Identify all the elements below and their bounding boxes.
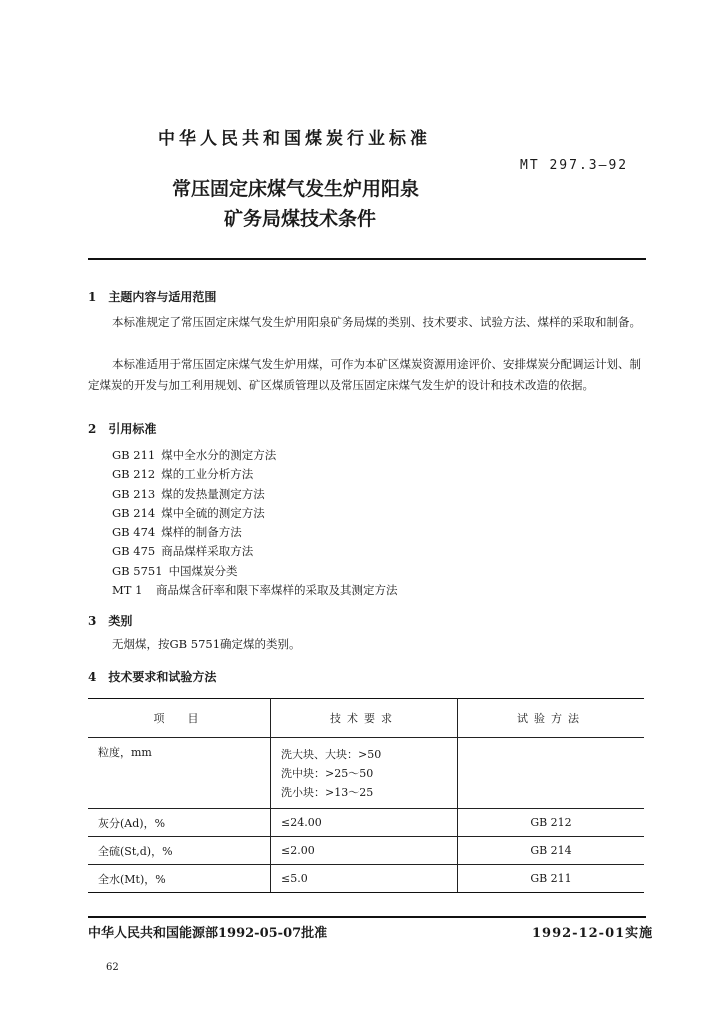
row-requirement: ≤2.00 [271, 837, 458, 865]
reference-name: 商品煤含矸率和限下率煤样的采取及其测定方法 [156, 583, 398, 598]
document-title-line-2: 矿务局煤技术条件 [224, 208, 377, 230]
reference-name: 煤中全水分的测定方法 [161, 448, 277, 462]
reference-item [112, 446, 398, 465]
row-requirement: ≤24.00 [271, 809, 458, 837]
reference-code: GB 475 [112, 544, 156, 559]
row-item: 全硫(St,d)，% [88, 837, 271, 865]
reference-code: GB 213 [112, 486, 156, 501]
reference-item [112, 581, 398, 600]
reference-name: 煤的工业分析方法 [161, 467, 254, 482]
page-number: 62 [106, 962, 119, 973]
row-test-method: GB 214 [458, 837, 645, 865]
reference-name: 煤中全硫的测定方法 [161, 505, 265, 520]
section-3-paragraph: 无烟煤，按GB 5751确定煤的类别。 [112, 637, 301, 651]
reference-name: 煤的发热量测定方法 [161, 486, 265, 501]
technical-requirements-table [88, 698, 644, 893]
reference-code: GB 212 [112, 467, 156, 482]
reference-name: 中国煤炭分类 [168, 563, 238, 578]
header-divider [88, 258, 646, 260]
reference-code: GB 214 [112, 505, 156, 520]
requirement-line: 洗大块、大块：>50 [281, 747, 382, 761]
approval-statement: 中华人民共和国能源部1992-05-07批准 [88, 926, 328, 941]
reference-name: 商品煤样采取方法 [161, 544, 254, 559]
requirement-line: 洗中块：>25～50 [281, 766, 374, 780]
section-1-heading: 1 主题内容与适用范围 [88, 290, 217, 304]
section-3-heading: 3 类别 [88, 614, 133, 628]
section-2-heading: 2 引用标准 [88, 422, 157, 436]
reference-list [112, 446, 398, 600]
standard-org-title: 中华人民共和国煤炭行业标准 [158, 129, 431, 149]
reference-item [112, 562, 398, 581]
requirement-line: 洗小块：>13～25 [281, 785, 374, 799]
reference-code: MT 1 [112, 583, 143, 598]
reference-item [112, 485, 398, 504]
table-header-row [88, 699, 644, 738]
row-item: 全水(Mt)，% [88, 865, 271, 893]
row-test-method [458, 738, 645, 809]
table-row [88, 738, 644, 809]
footer-divider [88, 916, 646, 918]
row-test-method: GB 211 [458, 865, 645, 893]
reference-code: GB 5751 [112, 563, 163, 578]
reference-item [112, 523, 398, 542]
section-1-paragraph-1: 本标准规定了常压固定床煤气发生炉用阳泉矿务局煤的类别、技术要求、试验方法、煤样的采取和制备。 [112, 315, 641, 329]
section-1-paragraph-2: 本标准适用于常压固定床煤气发生炉用煤，可作为本矿区煤炭资源用途评价、安排煤炭分配调运计划、制定煤炭的开发与加工利用规划、矿区煤质管理以及常压固定床煤气发生炉的设计和技术改造的依据。 [88, 357, 641, 392]
reference-item [112, 504, 398, 523]
reference-code: GB 474 [112, 525, 156, 540]
row-requirement: ≤5.0 [271, 865, 458, 893]
row-item: 灰分(Ad)，% [88, 809, 271, 837]
table-row [88, 809, 644, 837]
implementation-date: 1992-12-01实施 [532, 926, 654, 941]
table-row [88, 837, 644, 865]
reference-item [112, 542, 398, 561]
reference-name: 煤样的制备方法 [161, 525, 242, 540]
document-title-line-1: 常压固定床煤气发生炉用阳泉 [172, 178, 420, 200]
section-4-heading: 4 技术要求和试验方法 [88, 670, 217, 684]
reference-item [112, 465, 398, 484]
reference-code: GB 211 [112, 448, 156, 462]
table-row [88, 865, 644, 893]
row-requirement [271, 738, 458, 809]
header-requirement: 技术要求 [271, 699, 458, 738]
standard-number: MT 297.3—92 [520, 158, 629, 173]
row-item: 粒度，mm [88, 738, 271, 809]
header-test-method: 试验方法 [458, 699, 645, 738]
header-item: 项 目 [88, 699, 271, 738]
row-test-method: GB 212 [458, 809, 645, 837]
